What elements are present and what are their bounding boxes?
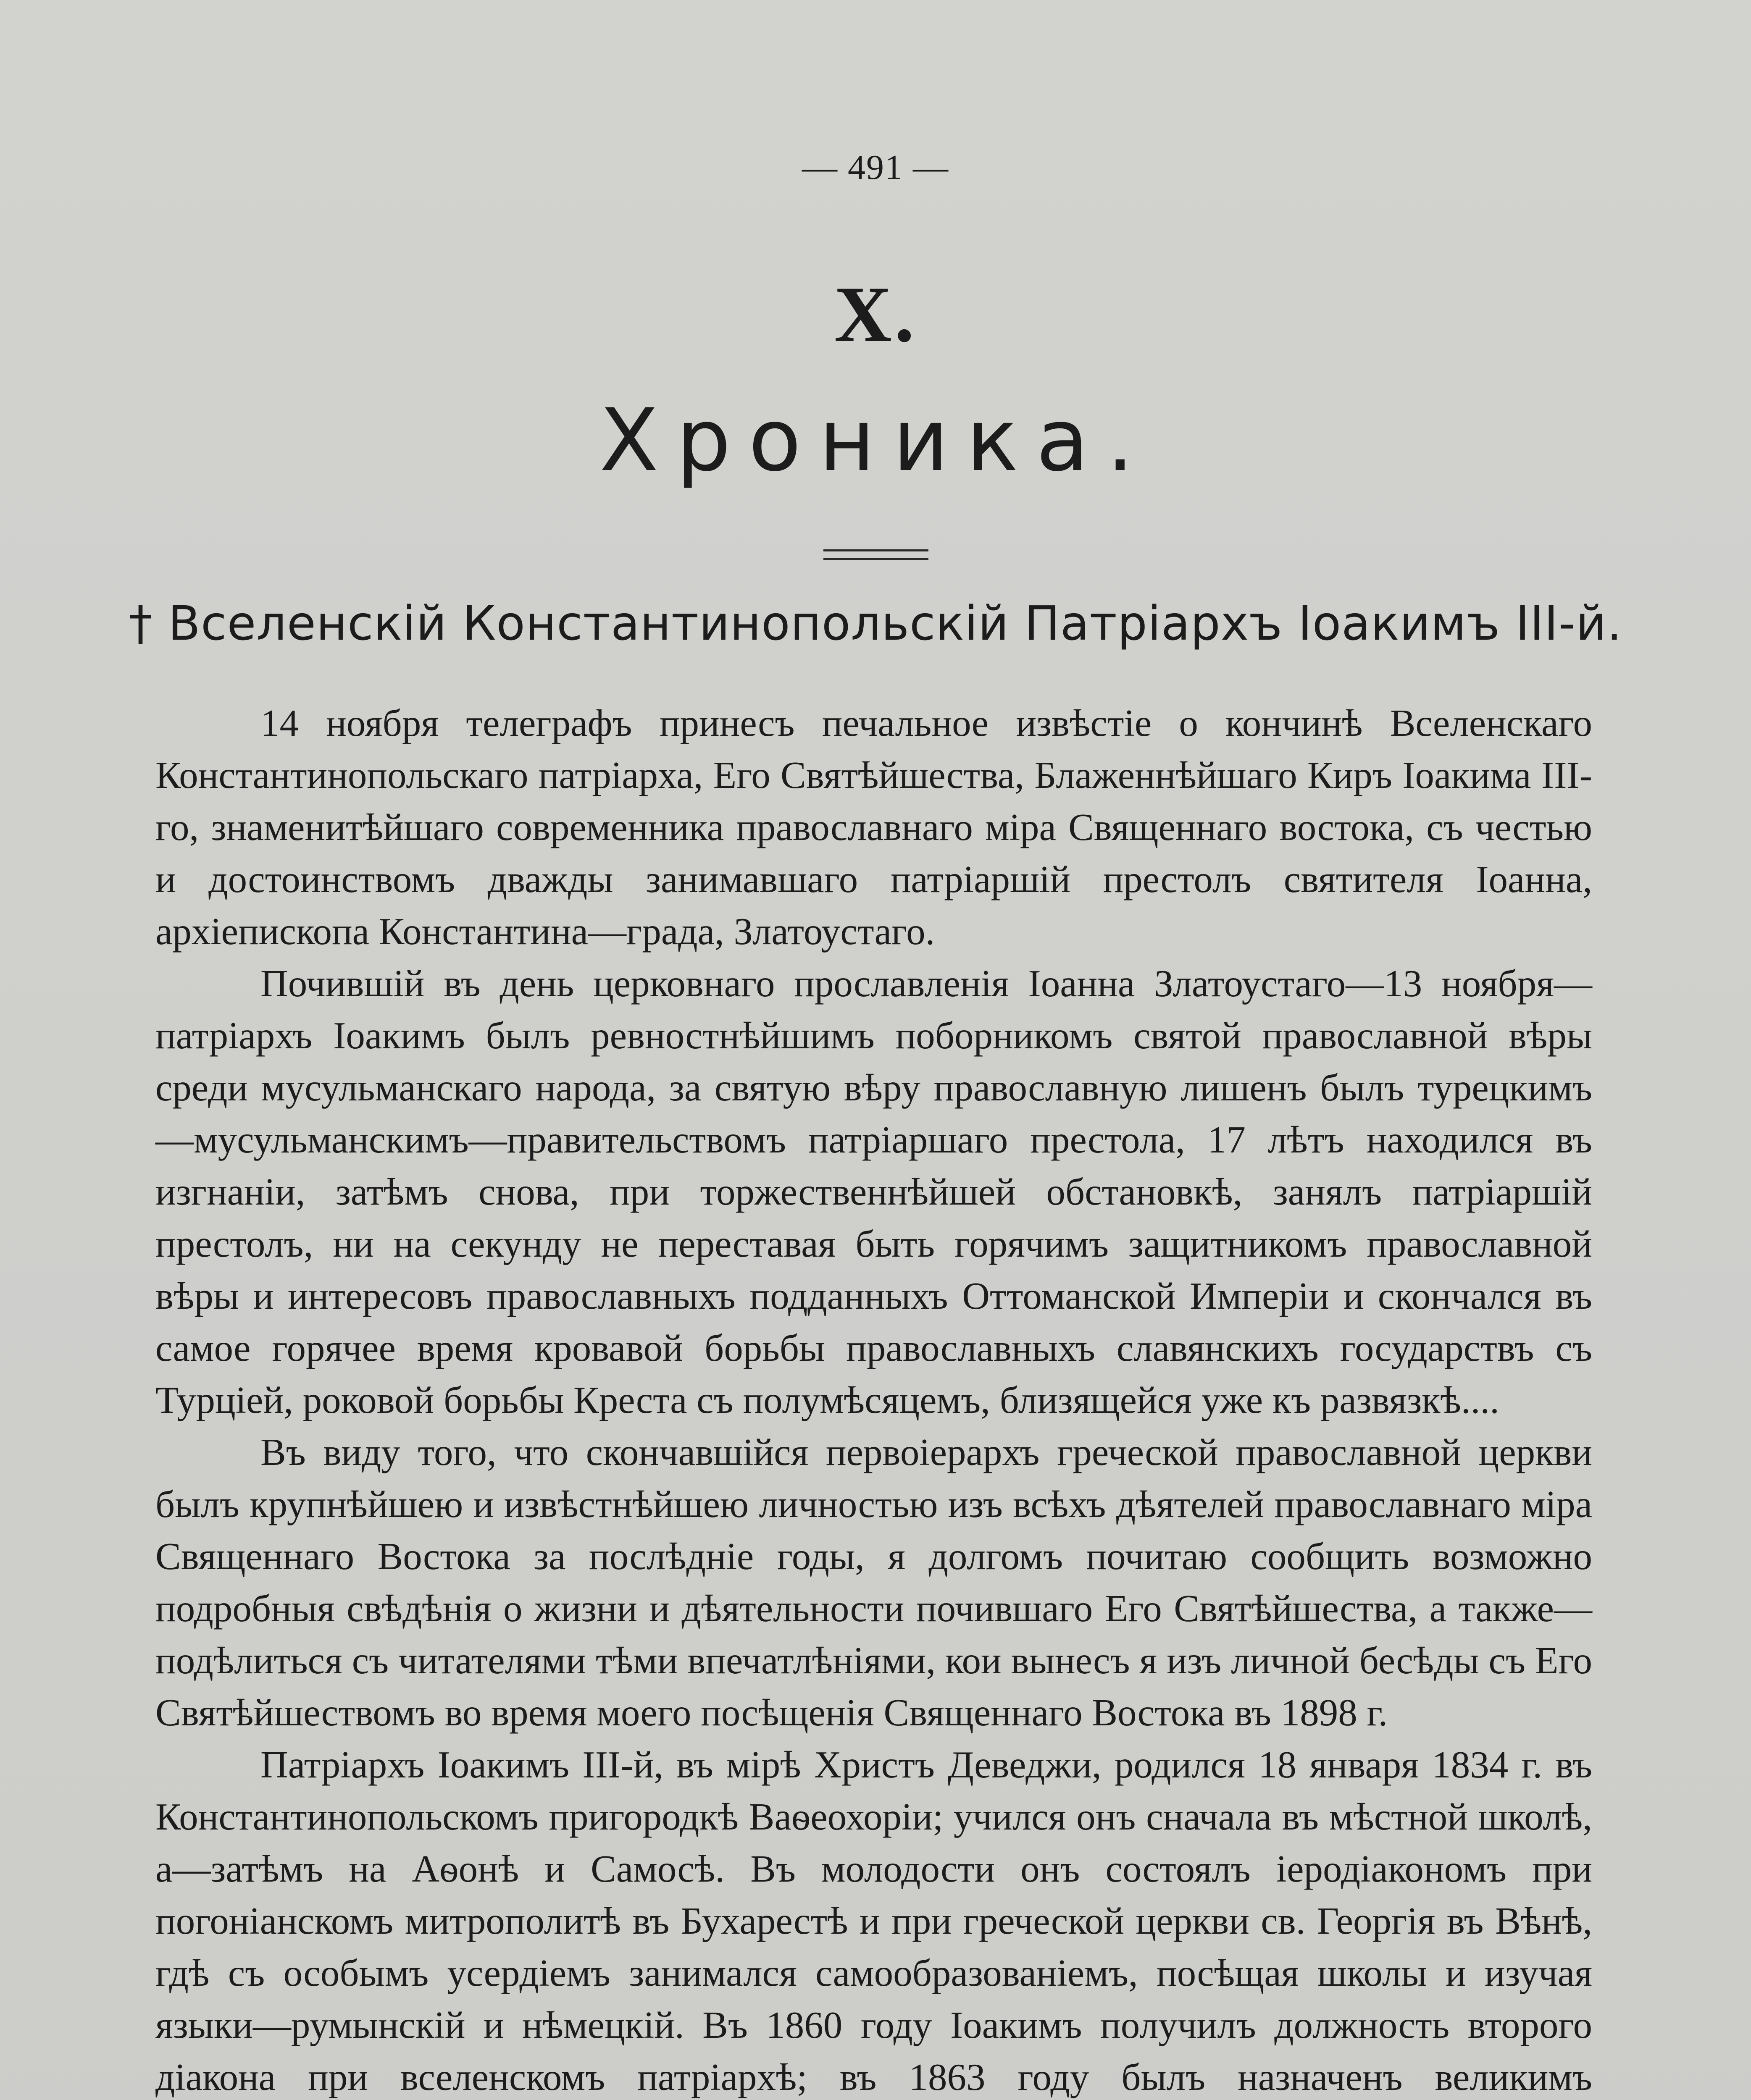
- paragraph: Почившій въ день церковнаго прославленія Іоанна Златоустаго—13 ноября—патріархъ Іоакимъ былъ ревностнѣйшимъ поборникомъ святой православной вѣры среди мусульманскаго народа, за святую вѣру православную лишенъ былъ турецкимъ—мусульманскимъ—правительствомъ патріаршаго престола, 17 лѣтъ находился въ изгнаніи, затѣмъ снова, при торжественнѣйшей обстановкѣ, занялъ патріаршій престолъ, ни на секунду не переставая быть горячимъ защитникомъ православной вѣры и интересовъ православныхъ подданныхъ Оттоманской Имперіи и скончался въ самое горячее время кровавой борьбы православныхъ славянскихъ государствъ съ Турціей, роковой борьбы Креста съ полумѣсяцемъ, близящейся уже къ развязкѣ....: [155, 962, 1592, 1421]
- page-number: — 491 —: [802, 148, 949, 187]
- section-number: X.: [834, 270, 917, 359]
- article-title: † Вселенскій Константинопольскій Патріархъ Іоакимъ III-й.: [129, 596, 1622, 651]
- article-body: [155, 697, 1592, 2100]
- title-divider: [823, 549, 928, 560]
- paragraph: Патріархъ Іоакимъ III-й, въ мірѣ Христъ Деведжи, родился 18 января 1834 г. въ Константинопольскомъ пригородкѣ Ваѳеохоріи; учился онъ сначала въ мѣстной школѣ, а—затѣмъ на Аѳонѣ и Самосѣ. Въ молодости онъ состоялъ іеродіакономъ при погоніанскомъ митрополитѣ въ Бухарестѣ и при греческой церкви св. Георгія въ Вѣнѣ, гдѣ съ особымъ усердіемъ занимался самообразованіемъ, посѣщая школы и изучая языки—румынскій и нѣмецкій. Въ 1860 году Іоакимъ получилъ должность второго діакона при вселенскомъ патріархѣ; въ 1863 году былъ назначенъ великимъ: [155, 1743, 1592, 2098]
- paragraph: Въ виду того, что скончавшійся первоіерархъ греческой православной церкви былъ крупнѣйшею и извѣстнѣйшею личностью изъ всѣхъ дѣятелей православнаго міра Священнаго Востока за послѣдніе годы, я долгомъ почитаю сообщить возможно подробныя свѣдѣнія о жизни и дѣятельности почившаго Его Святѣйшества, а также—подѣлиться съ читателями тѣми впечатлѣніями, кои вынесъ я изъ личной бесѣды съ Его Святѣйшествомъ во время моего посѣщенія Священнаго Востока въ 1898 г.: [155, 1431, 1592, 1734]
- paragraph: 14 ноября телеграфъ принесъ печальное извѣстіе о кончинѣ Вселенскаго Константинопольскаго патріарха, Его Святѣйшества, Блаженнѣйшаго Киръ Іоакима III-го, знаменитѣйшаго современника православнаго міра Священнаго востока, съ честью и достоинствомъ дважды занимавшаго патріаршій престолъ святителя Іоанна, архіепископа Константина—града, Златоустаго.: [155, 702, 1592, 953]
- section-title: Хроника.: [599, 391, 1152, 491]
